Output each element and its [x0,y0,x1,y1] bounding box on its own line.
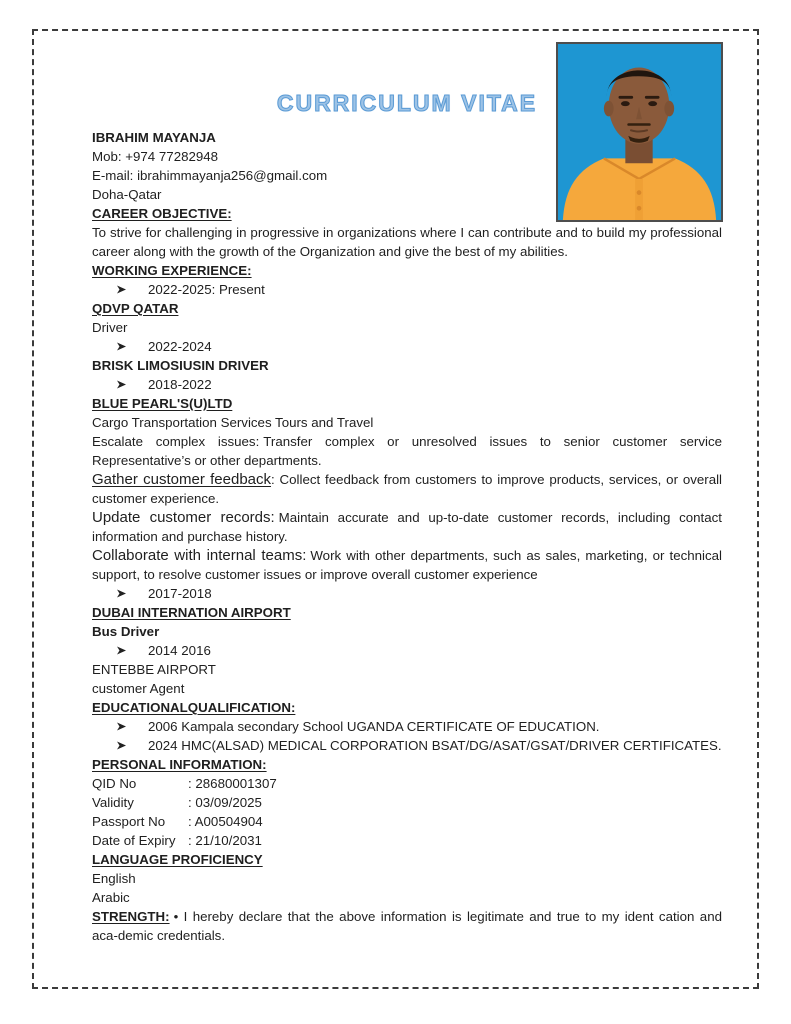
personal-info-value: : 21/10/2031 [188,833,262,848]
arrow-bullet-icon [116,341,127,352]
arrow-bullet-icon [116,740,127,751]
personal-info-label: Date of Expiry [92,833,176,848]
education-item-text: 2024 HMC(ALSAD) MEDICAL CORPORATION BSAT/DG/ASAT/GSAT/DRIVER CERTIFICATES. [148,738,722,753]
career-objective-text: To strive for challenging in progressive in organizations where I can contribute and to build my professional career along with the growth of the Organization and give the best of my abilities. [92,225,722,259]
section-heading-education: EDUCATIONALQUALIFICATION: [92,700,296,715]
duty-label: Gather customer feedback [92,471,272,488]
section-heading-personal-information: PERSONAL INFORMATION: [92,757,267,772]
personal-info-row [92,831,722,850]
personal-info-value: : 03/09/2025 [188,795,262,810]
personal-info-label: QID No [92,776,137,791]
mobile-line: Mob: +974 77282948 [92,149,219,164]
experience-period-item [92,337,722,356]
personal-info-row [92,793,722,812]
duty-escalate-issues [92,432,722,470]
strength-declaration [92,907,722,945]
personal-info-value: : A00504904 [188,814,263,829]
arrow-bullet-icon [116,645,127,656]
duty-label: Update customer records: [92,509,275,526]
role-bus-driver: Bus Driver [92,624,160,639]
employer-entebbe-airport: ENTEBBE AIRPORT [92,662,216,677]
language-item: Arabic [92,890,130,905]
strength-label: STRENGTH: [92,909,170,924]
duty-label: Escalate complex issues: [92,434,260,449]
duty-text: : Collect feedback from customers to improve products, services, or overall customer experience. [92,472,722,506]
employer-brisk-limosiusin: BRISK LIMOSIUSIN DRIVER [92,358,269,373]
personal-info-label: Validity [92,795,134,810]
experience-period-text: 2022-2025: Present [148,282,265,297]
arrow-bullet-icon [116,379,127,390]
section-heading-language-proficiency: LANGUAGE PROFICIENCY [92,852,263,867]
employer-dubai-internation-airport: DUBAI INTERNATION AIRPORT [92,605,291,620]
page-title: CURRICULUM VITAE [276,90,538,116]
employer-blue-pearls: BLUE PEARL'S(U)LTD [92,396,233,411]
experience-period-text: 2018-2022 [148,377,212,392]
duty-text: Work with other departments, such as sales, marketing, or technical support, to resolve customer issues or improve overall customer experience [92,548,722,582]
email-line: E-mail: ibrahimmayanja256@gmail.com [92,168,328,183]
duty-label: Collaborate with internal teams: [92,547,307,564]
education-item [92,717,722,736]
education-item [92,736,722,755]
duty-update-records [92,508,722,546]
personal-info-value: : 28680001307 [188,776,277,791]
arrow-bullet-icon [116,721,127,732]
section-heading-working-experience: WORKING EXPERIENCE: [92,263,252,278]
location-line: Doha-Qatar [92,187,162,202]
duty-gather-feedback [92,470,722,508]
strength-text: • I hereby declare that the above information is legitimate and true to my ident cation and aca-demic credentials. [92,909,722,943]
section-heading-career-objective: CAREER OBJECTIVE: [92,206,232,221]
experience-period-text: 2022-2024 [148,339,212,354]
arrow-bullet-icon [116,284,127,295]
duty-collaborate-teams [92,546,722,584]
experience-period-item [92,375,722,394]
personal-info-label: Passport No [92,814,166,829]
employer-blue-pearls-description: Cargo Transportation Services Tours and Travel [92,415,374,430]
duty-text: Transfer complex or unresolved issues to senior customer service Representative’s or other departments. [92,434,722,468]
employer-qdvp-qatar: QDVP QATAR [92,301,179,316]
personal-info-row [92,812,722,831]
cv-content [92,88,722,945]
experience-period-item [92,641,722,660]
language-item: English [92,871,136,886]
experience-period-item [92,584,722,603]
arrow-bullet-icon [116,588,127,599]
role-customer-agent: customer Agent [92,681,185,696]
experience-period-text: 2014 2016 [148,643,211,658]
personal-info-row [92,774,722,793]
experience-period-item [92,280,722,299]
role-driver: Driver [92,320,128,335]
duty-text: Maintain accurate and up-to-date customer records, including contact information and purchase history. [92,510,722,544]
experience-period-text: 2017-2018 [148,586,212,601]
education-item-text: 2006 Kampala secondary School UGANDA CERTIFICATE OF EDUCATION. [148,719,600,734]
person-name: IBRAHIM MAYANJA [92,130,216,145]
